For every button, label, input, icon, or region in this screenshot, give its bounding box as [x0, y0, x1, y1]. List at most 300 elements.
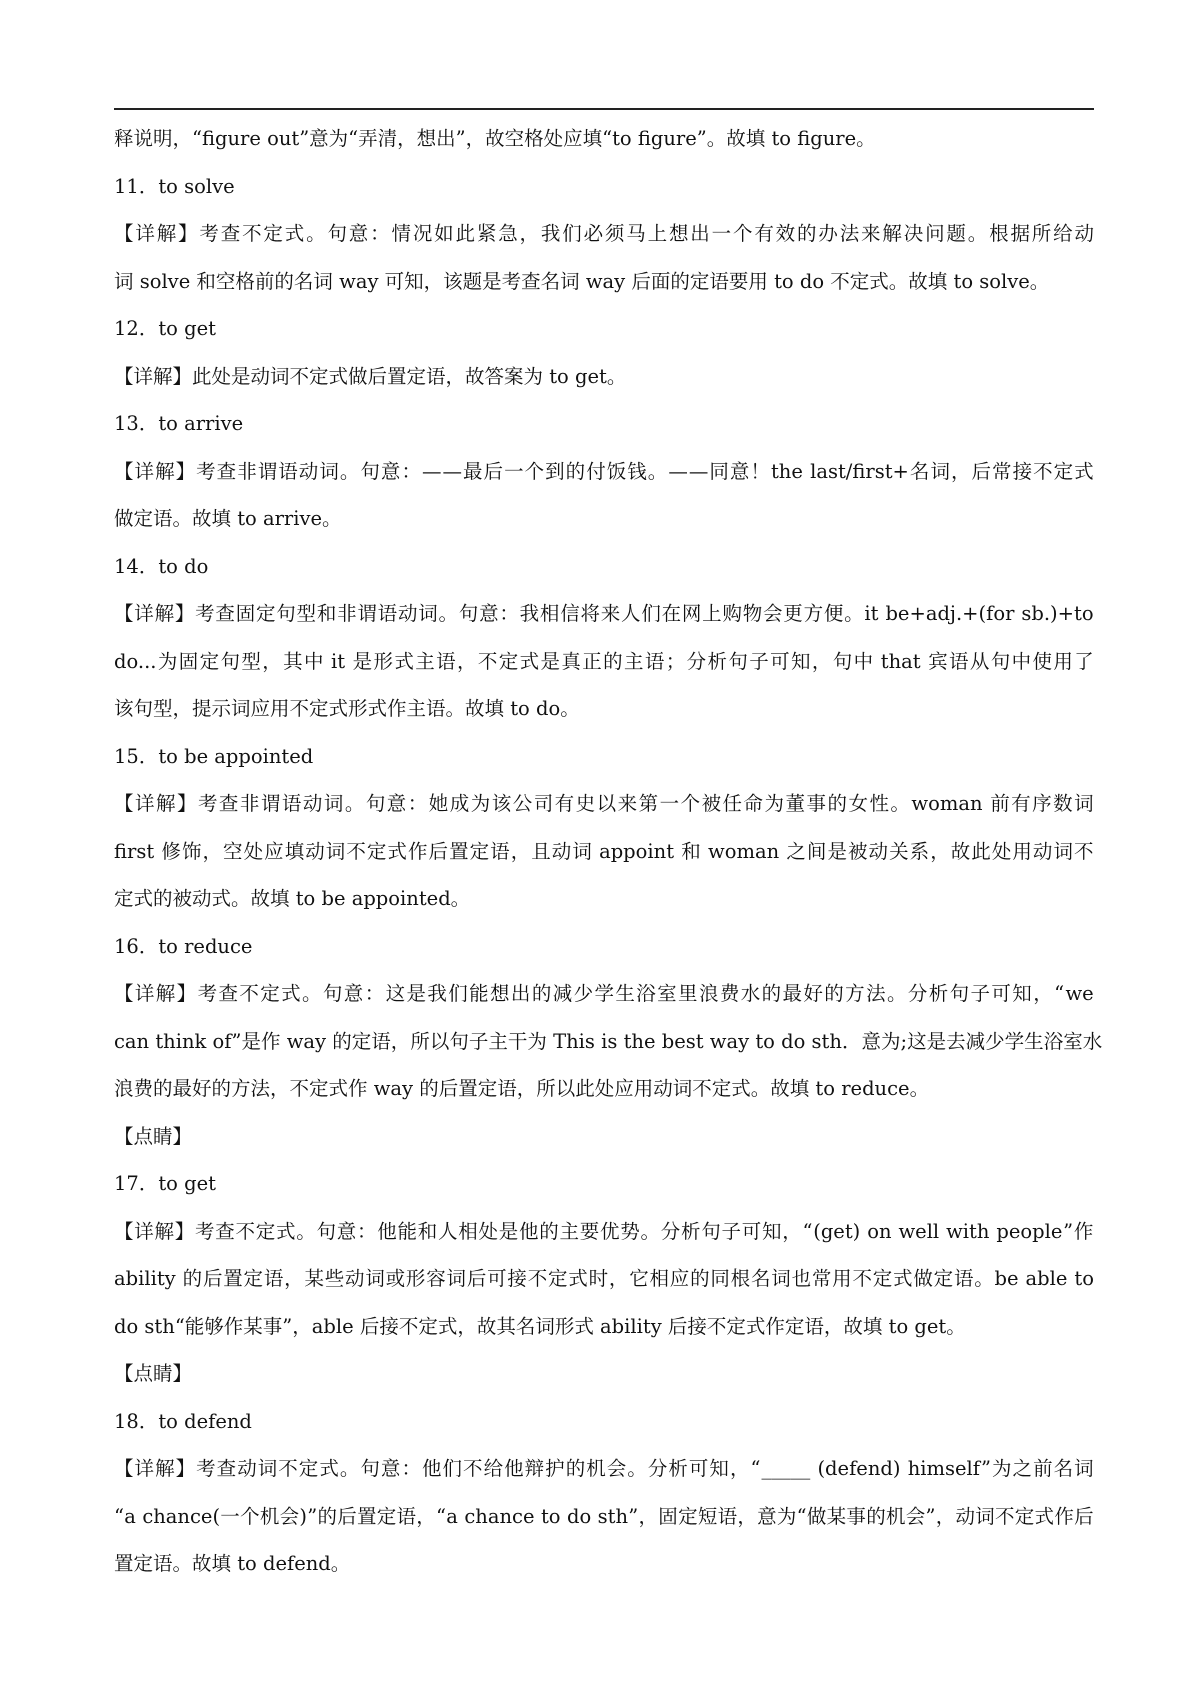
text-segment: 和 [417, 1219, 438, 1243]
text-segment: ， [935, 1504, 956, 1528]
text-segment: 第 [638, 792, 659, 815]
text-segment: 定 [376, 1504, 397, 1528]
text-segment: 容 [426, 1267, 446, 1290]
text-segment: 析 [928, 982, 949, 1005]
text-segment: 室 [1063, 1029, 1083, 1053]
text-segment: 我 [519, 602, 540, 625]
text-line: 该句型，提示词应用不定式形式作主语。故填 to do。 [114, 697, 580, 720]
text-segment: 不 [477, 649, 498, 673]
text-segment: 不 [1074, 839, 1094, 863]
text-segment: 作 [1073, 1219, 1094, 1243]
text-segment: 势 [620, 1219, 640, 1243]
text-segment: 之 [1012, 1457, 1033, 1480]
text-segment: 】 [176, 982, 197, 1005]
text-segment: 不 [346, 839, 366, 863]
text-segment: 后 [428, 839, 449, 863]
text-segment: 人 [621, 602, 641, 625]
text-segment: 解 [155, 1457, 175, 1480]
text-segment: 动 [397, 602, 418, 625]
text-segment: ： [370, 222, 390, 245]
text-segment: 分 [660, 1219, 681, 1243]
text-segment: woman [708, 839, 786, 863]
text-segment: 钱 [627, 459, 647, 483]
text-line [114, 828, 1094, 876]
text-segment: 应 [669, 1267, 690, 1290]
text-segment: ， [930, 839, 950, 863]
text-segment: 后 [466, 1267, 487, 1290]
text-segment: 办 [818, 222, 838, 245]
text-segment: 析 [681, 1219, 701, 1243]
text-segment: 如 [434, 222, 454, 245]
text-segment: that [880, 649, 927, 673]
text-segment: 人 [438, 1219, 458, 1243]
text-segment: 里 [678, 982, 698, 1005]
text-segment: 水 [1082, 1029, 1103, 1053]
text-segment: 句 [990, 649, 1011, 673]
text-segment: 少 [573, 982, 594, 1005]
answer-line: 11．to solve [114, 174, 235, 198]
text-segment: 作 [407, 839, 428, 863]
text-segment: best [661, 1029, 710, 1053]
text-segment: 作 [1054, 1504, 1074, 1528]
text-segment: 式 [394, 649, 414, 673]
text-segment: 定 [1053, 459, 1074, 483]
text-segment: 这 [385, 982, 406, 1005]
text-segment: 生 [615, 982, 635, 1005]
text-segment: 事 [846, 1504, 866, 1528]
text-segment: it [331, 649, 352, 673]
text-segment: 常 [992, 459, 1012, 483]
text-segment: 型 [241, 649, 261, 673]
text-segment: 填 [284, 839, 305, 863]
text-segment: 【 [114, 222, 134, 245]
text-segment: 语 [263, 1267, 284, 1290]
text-line: do sth“能够作某事”，able 后接不定式，故其名词形式 ability 后接不定式作定语，故填 to get。 [114, 1314, 966, 1338]
text-segment: 不 [527, 1267, 548, 1290]
text-line: 置定语。故填 to defend。 [114, 1552, 351, 1575]
text-segment: 可 [487, 1267, 507, 1290]
text-line [114, 210, 1094, 258]
text-segment: 物 [742, 602, 763, 625]
text-segment: 句 [276, 602, 296, 625]
text-segment: 知 [791, 649, 811, 673]
text-segment: 句 [327, 222, 347, 245]
text-segment: 机 [586, 1457, 606, 1480]
text-segment: 定 [498, 649, 519, 673]
text-segment: 们 [641, 602, 661, 625]
text-segment: 且 [531, 839, 551, 863]
text-segment: (get) [813, 1219, 867, 1243]
text-segment: 词 [572, 839, 599, 863]
text-line [114, 448, 1094, 496]
text-segment: 知 [1012, 982, 1032, 1005]
text-segment: 修 [161, 839, 181, 863]
text-segment: 个 [524, 459, 545, 483]
text-segment: ， [608, 1267, 629, 1290]
text-segment: 中 [1011, 649, 1032, 673]
text-segment: 有 [1011, 792, 1031, 815]
text-segment: 主 [415, 649, 435, 673]
text-segment: 是 [926, 1029, 947, 1053]
text-segment: 饰 [181, 839, 202, 863]
text-segment: 定 [872, 1267, 893, 1290]
text-segment: 用 [1012, 839, 1032, 863]
text-segment: do [781, 1029, 812, 1053]
text-segment: ， [510, 839, 531, 863]
text-segment: 词 [323, 792, 344, 815]
text-segment: 式 [1034, 1504, 1055, 1528]
text-segment: 网 [681, 602, 702, 625]
text-segment: 机 [259, 1504, 280, 1528]
text-segment: 固 [235, 602, 256, 625]
text-segment: 给 [483, 1457, 504, 1480]
text-segment: 某 [304, 1267, 324, 1290]
text-segment: 们 [442, 1457, 463, 1480]
text-segment: 是 [241, 1029, 261, 1053]
text-segment: 生 [1024, 1029, 1044, 1053]
text-segment: 【 [114, 982, 134, 1005]
text-segment: 来 [617, 792, 638, 815]
text-segment: “ [114, 1504, 124, 1528]
text-segment: 方 [845, 982, 865, 1005]
text-segment: ” [981, 1457, 991, 1480]
text-segment: 词 [418, 602, 438, 625]
text-segment: we [1065, 982, 1094, 1005]
text-segment: 上 [647, 222, 668, 245]
text-segment: 置 [223, 1267, 243, 1290]
text-segment: 动 [551, 839, 572, 863]
text-segment: 。 [647, 459, 668, 483]
text-segment: 非 [337, 602, 357, 625]
text-line [114, 970, 1094, 1018]
text-segment: 可 [688, 1457, 709, 1480]
text-segment: 它 [629, 1267, 649, 1290]
text-segment: 此 [971, 839, 991, 863]
text-segment: 信 [560, 602, 580, 625]
document-body [114, 115, 1103, 1588]
text-segment: 知 [709, 1457, 729, 1480]
text-segment: 些 [324, 1267, 345, 1290]
text-segment: 考 [196, 459, 216, 483]
text-segment: 来 [600, 602, 621, 625]
text-segment: 相 [458, 1219, 478, 1243]
text-segment: 句 [360, 1457, 380, 1480]
text-segment: 任 [722, 792, 743, 815]
text-segment: 所 [410, 1029, 430, 1053]
text-line [114, 780, 1094, 828]
text-segment: sth [597, 1504, 629, 1528]
text-segment: a [124, 1504, 143, 1528]
header-rule [114, 108, 1094, 110]
text-segment: “ [750, 1457, 761, 1480]
text-segment: 查 [218, 792, 239, 815]
text-segment: 能 [397, 1219, 418, 1243]
text-segment: 。 [344, 792, 365, 815]
text-segment: 和 [681, 839, 707, 863]
answer-line: 16．to reduce [114, 934, 253, 958]
text-segment: 句 [360, 459, 380, 483]
text-segment: 为 [764, 792, 785, 815]
text-segment: 固 [178, 649, 199, 673]
text-segment: 详 [134, 792, 155, 815]
text-line: 做定语。故填 to arrive。 [114, 507, 342, 530]
text-segment: 同 [709, 459, 729, 483]
text-segment: 问 [925, 222, 945, 245]
text-segment: — [688, 459, 709, 483]
text-segment: 的 [317, 1504, 337, 1528]
text-segment: 短 [697, 1504, 718, 1528]
text-segment: 语 [436, 649, 456, 673]
text-segment: 析 [707, 649, 728, 673]
text-segment: 不 [995, 1504, 1015, 1528]
text-segment: 是 [406, 982, 426, 1005]
text-segment: — [668, 459, 688, 483]
text-segment: 浴 [1043, 1029, 1064, 1053]
text-segment: 宾 [928, 649, 948, 673]
text-segment: 前 [1033, 1457, 1053, 1480]
text-segment: 后 [202, 1267, 223, 1290]
text-segment: 知 [762, 1219, 782, 1243]
text-segment: 主 [624, 649, 644, 673]
text-segment: 谓 [357, 602, 377, 625]
text-segment: 解 [882, 222, 902, 245]
text-segment: 根 [989, 222, 1009, 245]
text-segment: 定 [678, 1504, 698, 1528]
text-segment: do [566, 1504, 598, 1528]
text-segment: 词 [930, 459, 950, 483]
text-segment: 为 [470, 792, 491, 815]
text-segment: 机 [885, 1504, 906, 1528]
text-segment: — [421, 459, 442, 483]
text-segment: 从 [969, 649, 990, 673]
text-segment: 子 [468, 1029, 489, 1053]
text-segment: 式 [281, 982, 301, 1005]
text-segment: 动 [955, 1504, 975, 1528]
text-segment: 详 [135, 222, 155, 245]
text-segment: 句 [449, 1029, 469, 1053]
text-segment: 意 [729, 459, 750, 483]
text-segment: 去 [946, 1029, 966, 1053]
text-segment: 非 [237, 459, 257, 483]
text-segment: 便 [823, 602, 844, 625]
text-segment: 不 [278, 1457, 298, 1480]
text-segment: way [709, 1029, 756, 1053]
text-segment: 查 [215, 602, 235, 625]
text-segment: 是 [540, 649, 561, 673]
text-segment: 。 [296, 1219, 316, 1243]
text-segment: 定 [366, 839, 387, 863]
text-segment: 将 [580, 602, 600, 625]
text-segment: 了 [1074, 649, 1094, 673]
text-segment: 句 [458, 602, 479, 625]
answer-line: 14．to do [114, 554, 209, 578]
text-segment: 定 [255, 1219, 276, 1243]
text-segment: 的 [761, 982, 782, 1005]
text-segment: 。 [302, 982, 322, 1005]
text-segment: 购 [722, 602, 742, 625]
text-segment: 史 [575, 792, 596, 815]
text-segment: This [553, 1029, 602, 1053]
text-segment: 句 [316, 1219, 337, 1243]
text-segment: 的 [332, 1029, 352, 1053]
text-segment: ， [950, 459, 971, 483]
text-segment: ability [114, 1267, 182, 1290]
text-segment: 该 [491, 792, 512, 815]
text-segment: 。 [627, 1457, 647, 1480]
text-segment: ， [262, 649, 282, 673]
text-segment: 数 [1053, 792, 1073, 815]
text-segment: ： [499, 602, 519, 625]
text-segment: 不 [242, 222, 262, 245]
text-segment: 解 [156, 222, 177, 245]
text-segment: 间 [806, 839, 827, 863]
text-segment: 动 [1074, 222, 1094, 245]
text-segment: 名 [909, 459, 930, 483]
text-segment: 定 [260, 982, 280, 1005]
text-segment: 】 [175, 1457, 196, 1480]
text-segment: 会 [279, 1504, 300, 1528]
text-segment: 序 [1032, 792, 1052, 815]
text-segment: 句 [832, 649, 853, 673]
text-segment: 的 [565, 459, 586, 483]
text-segment: 置 [449, 839, 469, 863]
text-segment: 董 [785, 792, 806, 815]
text-segment: 况 [412, 222, 433, 245]
text-segment: 语 [377, 602, 398, 625]
text-segment: 真 [561, 649, 581, 673]
text-segment: 是 [827, 839, 847, 863]
text-segment: 。 [339, 459, 360, 483]
text-segment: 动 [868, 839, 889, 863]
text-segment: 。 [438, 602, 459, 625]
text-segment: 解 [155, 792, 176, 815]
text-segment: 他 [504, 1457, 524, 1480]
text-segment: 词 [319, 459, 339, 483]
text-line: 词 solve 和空格前的名词 way 可知，该题是考查名词 way 后面的定语要用 to do 不定式。故填 to solve。 [114, 269, 1050, 293]
text-segment: 析 [668, 1457, 688, 1480]
text-segment: able [1025, 1267, 1074, 1290]
text-segment: 】 [175, 459, 196, 483]
text-segment: 他 [377, 1219, 397, 1243]
text-segment: “ [436, 1504, 447, 1528]
text-segment: 。 [967, 222, 988, 245]
text-segment: well [898, 1219, 946, 1243]
text-segment: 为 [880, 1029, 901, 1053]
text-segment: 中 [303, 649, 330, 673]
text-segment: himself [907, 1457, 980, 1480]
text-segment: 不 [852, 1267, 872, 1290]
text-segment: 成 [449, 792, 470, 815]
text-segment: 语 [717, 1504, 738, 1528]
text-segment: 被 [701, 792, 722, 815]
text-segment: 护 [545, 1457, 565, 1480]
text-segment: 相 [539, 602, 560, 625]
text-segment: 】 [178, 222, 198, 245]
text-segment: 意 [757, 1504, 777, 1528]
text-segment: 的 [824, 982, 844, 1005]
text-segment: 动 [345, 1267, 365, 1290]
text-segment: “ [1054, 982, 1065, 1005]
text-segment: 事 [806, 792, 826, 815]
text-segment: 句 [220, 649, 240, 673]
text-segment: 会 [763, 602, 783, 625]
text-segment: 用 [1053, 649, 1073, 673]
text-segment: 语 [396, 1504, 417, 1528]
text-segment: 语 [949, 649, 969, 673]
text-segment: 动 [302, 792, 323, 815]
text-segment: 会 [606, 1457, 627, 1480]
text-segment: 。 [890, 792, 910, 815]
text-segment: 所 [1031, 222, 1052, 245]
text-segment: 方 [803, 602, 824, 625]
text-segment: can [114, 1029, 156, 1053]
text-segment: 被 [848, 839, 868, 863]
text-segment: 到 [545, 459, 565, 483]
text-segment: 辩 [524, 1457, 545, 1480]
text-segment: 的 [539, 1219, 559, 1243]
text-segment: 定 [1014, 1504, 1035, 1528]
text-segment: ， [390, 1029, 411, 1053]
text-segment: last/first+ [810, 459, 909, 483]
text-segment: 系 [909, 839, 930, 863]
text-line [114, 1445, 1094, 1493]
text-segment: 情 [391, 222, 411, 245]
text-segment: 词 [446, 1267, 467, 1290]
text-segment: 【 [114, 792, 134, 815]
text-segment: 考 [196, 1457, 216, 1480]
text-segment: ， [811, 649, 832, 673]
text-segment: 付 [586, 459, 606, 483]
text-segment: 解 [155, 459, 175, 483]
text-segment: 个 [240, 1504, 260, 1528]
text-segment: 查 [220, 222, 241, 245]
text-segment: to [540, 1504, 567, 1528]
text-segment: 浪 [698, 982, 719, 1005]
text-segment: 可 [741, 1219, 762, 1243]
text-segment: 动 [1032, 839, 1053, 863]
text-segment: 这 [907, 1029, 927, 1053]
text-segment: 们 [562, 222, 582, 245]
text-segment: 的 [565, 1457, 586, 1480]
text-segment: 能 [469, 982, 489, 1005]
text-segment: 根 [730, 1267, 751, 1290]
text-segment: 接 [507, 1267, 527, 1290]
text-segment: 词 [1074, 1457, 1094, 1480]
text-segment: 费 [719, 982, 740, 1005]
text-segment: 出 [510, 982, 531, 1005]
text-segment: 中 [853, 649, 880, 673]
text-segment: 分 [647, 1457, 668, 1480]
text-segment: 语 [281, 792, 302, 815]
text-segment: 详 [134, 459, 155, 483]
text-segment: 马 [626, 222, 646, 245]
text-segment: 水 [740, 982, 761, 1005]
text-segment: chance( [142, 1504, 221, 1528]
text-line: 释说明，“figure out”意为“弄清，想出”，故空格处应填“to figure”。故填 to figure。 [114, 127, 876, 150]
text-segment: 分 [907, 982, 928, 1005]
text-segment: ： [364, 982, 385, 1005]
text-segment: 查 [215, 1219, 235, 1243]
text-segment: is [601, 1029, 624, 1053]
text-segment: 为 [776, 1504, 797, 1528]
text-segment: 时 [588, 1267, 609, 1290]
text-segment: 考 [199, 222, 219, 245]
text-segment: 好 [803, 982, 823, 1005]
text-segment: 意 [343, 982, 364, 1005]
text-segment: 减 [552, 982, 573, 1005]
text-segment: be+adj.+(for [885, 602, 1021, 625]
text-segment: 定 [469, 839, 490, 863]
